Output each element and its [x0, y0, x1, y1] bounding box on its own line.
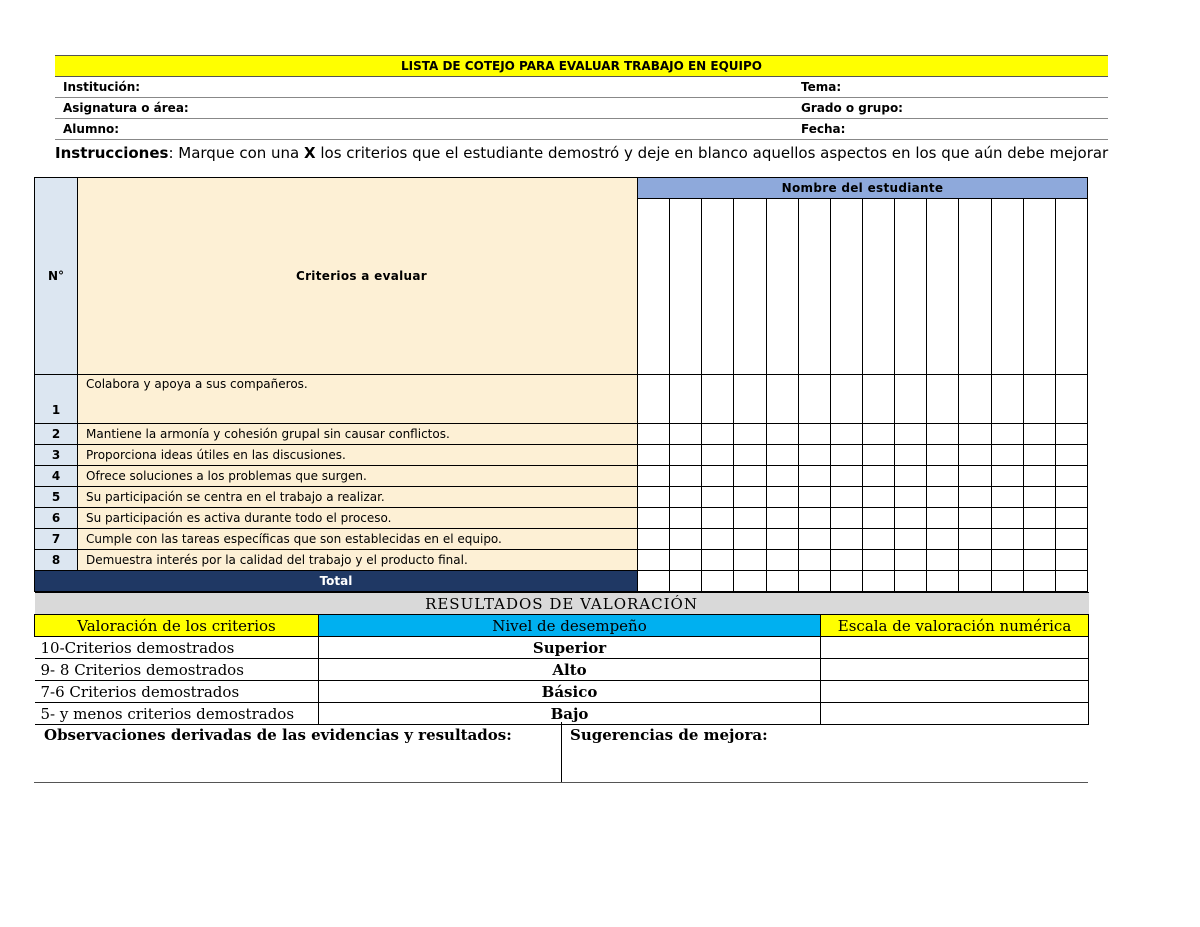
check-cell[interactable] — [1023, 487, 1055, 508]
student-name-cell[interactable] — [991, 199, 1023, 375]
criteria-row — [35, 375, 1088, 424]
check-cell[interactable] — [670, 508, 702, 529]
check-cell[interactable] — [766, 529, 798, 550]
check-cell[interactable] — [670, 529, 702, 550]
student-name-cell[interactable] — [734, 199, 766, 375]
check-cell[interactable] — [991, 550, 1023, 571]
check-cell[interactable] — [830, 375, 862, 424]
student-name-cell[interactable] — [638, 199, 670, 375]
criteria-row — [35, 487, 1088, 508]
check-cell[interactable] — [959, 529, 991, 550]
total-cell[interactable] — [1055, 571, 1087, 592]
results-level: Bajo — [319, 703, 821, 725]
criteria-text: Mantiene la armonía y cohesión grupal sin causar conflictos. — [78, 424, 638, 445]
student-name-cell[interactable] — [959, 199, 991, 375]
check-cell[interactable] — [895, 487, 927, 508]
check-cell[interactable] — [702, 550, 734, 571]
check-cell[interactable] — [862, 550, 894, 571]
check-cell[interactable] — [862, 487, 894, 508]
check-cell[interactable] — [895, 508, 927, 529]
document-header — [55, 55, 1108, 140]
student-name-cell[interactable] — [895, 199, 927, 375]
criteria-text: Su participación es activa durante todo el proceso. — [78, 508, 638, 529]
check-cell[interactable] — [1023, 375, 1055, 424]
check-cell[interactable] — [638, 508, 670, 529]
check-cell[interactable] — [1023, 445, 1055, 466]
check-cell[interactable] — [734, 508, 766, 529]
check-cell[interactable] — [830, 508, 862, 529]
check-cell[interactable] — [927, 550, 959, 571]
check-cell[interactable] — [862, 445, 894, 466]
results-row — [35, 659, 1089, 681]
student-name-cell[interactable] — [670, 199, 702, 375]
results-row — [35, 681, 1089, 703]
check-cell[interactable] — [798, 424, 830, 445]
student-name-cell[interactable] — [798, 199, 830, 375]
total-cell[interactable] — [1023, 571, 1055, 592]
check-cell[interactable] — [798, 550, 830, 571]
check-cell[interactable] — [766, 550, 798, 571]
results-row — [35, 637, 1089, 659]
instructions-text-1: : Marque con una — [168, 144, 305, 162]
check-cell[interactable] — [638, 424, 670, 445]
results-scale[interactable] — [821, 681, 1089, 703]
check-cell[interactable] — [670, 445, 702, 466]
check-cell[interactable] — [638, 550, 670, 571]
check-cell[interactable] — [638, 487, 670, 508]
check-cell[interactable] — [927, 375, 959, 424]
column-header-number: N° — [35, 178, 78, 375]
check-cell[interactable] — [862, 529, 894, 550]
check-cell[interactable] — [670, 424, 702, 445]
check-cell[interactable] — [766, 508, 798, 529]
suggestions-label: Sugerencias de mejora: — [570, 726, 768, 744]
check-cell[interactable] — [798, 508, 830, 529]
results-level: Superior — [319, 637, 821, 659]
check-cell[interactable] — [991, 424, 1023, 445]
check-cell[interactable] — [638, 445, 670, 466]
total-cell[interactable] — [895, 571, 927, 592]
results-table — [34, 592, 1089, 725]
student-name-cell[interactable] — [830, 199, 862, 375]
total-cell[interactable] — [927, 571, 959, 592]
tema-label: Tema: — [801, 80, 842, 94]
criteria-text: Su participación se centra en el trabajo a realizar. — [78, 487, 638, 508]
check-cell[interactable] — [798, 466, 830, 487]
check-cell[interactable] — [991, 375, 1023, 424]
check-cell[interactable] — [734, 529, 766, 550]
header-row-asignatura — [55, 98, 1108, 119]
student-name-cell[interactable] — [1055, 199, 1087, 375]
document-title: LISTA DE COTEJO PARA EVALUAR TRABAJO EN EQUIPO — [55, 55, 1108, 77]
check-cell[interactable] — [959, 445, 991, 466]
header-row-alumno — [55, 119, 1108, 140]
total-cell[interactable] — [991, 571, 1023, 592]
total-cell[interactable] — [766, 571, 798, 592]
check-cell[interactable] — [991, 487, 1023, 508]
check-cell[interactable] — [1023, 424, 1055, 445]
check-cell[interactable] — [959, 466, 991, 487]
check-cell[interactable] — [766, 487, 798, 508]
criteria-row — [35, 508, 1088, 529]
check-cell[interactable] — [895, 529, 927, 550]
observations-divider — [561, 722, 562, 782]
check-cell[interactable] — [830, 529, 862, 550]
criteria-number: 5 — [35, 487, 78, 508]
check-cell[interactable] — [895, 466, 927, 487]
check-cell[interactable] — [1055, 375, 1087, 424]
criteria-row — [35, 550, 1088, 571]
check-cell[interactable] — [895, 445, 927, 466]
instructions-label: Instrucciones — [55, 144, 169, 162]
check-cell[interactable] — [991, 445, 1023, 466]
criteria-row — [35, 445, 1088, 466]
check-cell[interactable] — [959, 508, 991, 529]
check-cell[interactable] — [702, 487, 734, 508]
student-name-cell[interactable] — [862, 199, 894, 375]
check-cell[interactable] — [702, 375, 734, 424]
student-name-cell[interactable] — [766, 199, 798, 375]
results-header-level: Nivel de desempeño — [319, 615, 821, 637]
criteria-number: 7 — [35, 529, 78, 550]
check-cell[interactable] — [830, 550, 862, 571]
check-cell[interactable] — [991, 466, 1023, 487]
asignatura-label: Asignatura o área: — [63, 101, 189, 115]
criteria-row — [35, 529, 1088, 550]
check-cell[interactable] — [927, 424, 959, 445]
criteria-text: Cumple con las tareas específicas que son establecidas en el equipo. — [78, 529, 638, 550]
grado-label: Grado o grupo: — [801, 101, 903, 115]
results-criteria: 10-Criterios demostrados — [35, 637, 319, 659]
results-title: RESULTADOS DE VALORACIÓN — [35, 593, 1089, 615]
check-cell[interactable] — [1023, 466, 1055, 487]
total-cell[interactable] — [702, 571, 734, 592]
check-cell[interactable] — [702, 466, 734, 487]
check-cell[interactable] — [670, 375, 702, 424]
check-cell[interactable] — [1055, 508, 1087, 529]
fecha-label: Fecha: — [801, 122, 846, 136]
header-row-institucion — [55, 77, 1108, 98]
criteria-number: 3 — [35, 445, 78, 466]
check-cell[interactable] — [862, 375, 894, 424]
total-cell[interactable] — [734, 571, 766, 592]
check-cell[interactable] — [959, 487, 991, 508]
check-cell[interactable] — [830, 424, 862, 445]
check-cell[interactable] — [670, 466, 702, 487]
check-cell[interactable] — [830, 445, 862, 466]
check-cell[interactable] — [927, 445, 959, 466]
check-cell[interactable] — [1023, 550, 1055, 571]
observations-label: Observaciones derivadas de las evidencias y resultados: — [44, 726, 512, 744]
check-cell[interactable] — [702, 445, 734, 466]
check-cell[interactable] — [1055, 445, 1087, 466]
check-cell[interactable] — [702, 508, 734, 529]
check-cell[interactable] — [1055, 487, 1087, 508]
criteria-number: 1 — [35, 375, 78, 424]
instructions-text-2: los criterios que el estudiante demostró y deje en blanco aquellos aspectos en los que aún debe mejorar — [315, 144, 1109, 162]
criteria-text: Ofrece soluciones a los problemas que surgen. — [78, 466, 638, 487]
check-cell[interactable] — [766, 424, 798, 445]
check-cell[interactable] — [734, 424, 766, 445]
results-title-row — [35, 593, 1089, 615]
check-cell[interactable] — [798, 445, 830, 466]
alumno-label: Alumno: — [63, 122, 120, 136]
check-cell[interactable] — [1055, 529, 1087, 550]
instructions — [55, 144, 1108, 162]
check-cell[interactable] — [959, 550, 991, 571]
total-cell[interactable] — [830, 571, 862, 592]
results-header-row — [35, 615, 1089, 637]
check-cell[interactable] — [798, 487, 830, 508]
check-cell[interactable] — [927, 508, 959, 529]
total-cell[interactable] — [638, 571, 670, 592]
criteria-text: Proporciona ideas útiles en las discusiones. — [78, 445, 638, 466]
check-cell[interactable] — [1055, 466, 1087, 487]
check-cell[interactable] — [895, 424, 927, 445]
check-cell[interactable] — [1023, 529, 1055, 550]
check-cell[interactable] — [798, 529, 830, 550]
results-header-criteria: Valoración de los criterios — [35, 615, 319, 637]
check-cell[interactable] — [862, 424, 894, 445]
criteria-text: Colabora y apoya a sus compañeros. — [78, 375, 638, 424]
criteria-row — [35, 424, 1088, 445]
check-cell[interactable] — [766, 445, 798, 466]
check-cell[interactable] — [959, 424, 991, 445]
criteria-text: Demuestra interés por la calidad del trabajo y el producto final. — [78, 550, 638, 571]
check-cell[interactable] — [927, 466, 959, 487]
checklist-table — [34, 177, 1088, 592]
total-cell[interactable] — [862, 571, 894, 592]
results-header-scale: Escala de valoración numérica — [821, 615, 1089, 637]
total-cell[interactable] — [798, 571, 830, 592]
check-cell[interactable] — [734, 375, 766, 424]
check-cell[interactable] — [895, 550, 927, 571]
check-cell[interactable] — [798, 375, 830, 424]
check-cell[interactable] — [734, 487, 766, 508]
results-level: Alto — [319, 659, 821, 681]
instructions-mark: X — [304, 144, 316, 162]
results-criteria: 7-6 Criterios demostrados — [35, 681, 319, 703]
check-cell[interactable] — [830, 487, 862, 508]
check-cell[interactable] — [991, 508, 1023, 529]
check-cell[interactable] — [734, 550, 766, 571]
check-cell[interactable] — [959, 375, 991, 424]
check-cell[interactable] — [895, 375, 927, 424]
total-cell[interactable] — [670, 571, 702, 592]
check-cell[interactable] — [670, 487, 702, 508]
results-scale[interactable] — [821, 659, 1089, 681]
check-cell[interactable] — [927, 487, 959, 508]
check-cell[interactable] — [670, 550, 702, 571]
criteria-number: 2 — [35, 424, 78, 445]
criteria-row — [35, 466, 1088, 487]
check-cell[interactable] — [702, 424, 734, 445]
column-header-criteria: Criterios a evaluar — [78, 178, 638, 375]
total-cell[interactable] — [959, 571, 991, 592]
checklist-header-row — [35, 178, 1088, 199]
check-cell[interactable] — [734, 466, 766, 487]
check-cell[interactable] — [830, 466, 862, 487]
check-cell[interactable] — [862, 466, 894, 487]
check-cell[interactable] — [1055, 550, 1087, 571]
check-cell[interactable] — [702, 529, 734, 550]
check-cell[interactable] — [991, 529, 1023, 550]
results-criteria: 5- y menos criterios demostrados — [35, 703, 319, 725]
criteria-number: 6 — [35, 508, 78, 529]
student-name-cell[interactable] — [702, 199, 734, 375]
total-row — [35, 571, 1088, 592]
check-cell[interactable] — [638, 529, 670, 550]
check-cell[interactable] — [1023, 508, 1055, 529]
check-cell[interactable] — [638, 375, 670, 424]
check-cell[interactable] — [1055, 424, 1087, 445]
results-scale[interactable] — [821, 637, 1089, 659]
student-name-cell[interactable] — [1023, 199, 1055, 375]
check-cell[interactable] — [766, 375, 798, 424]
check-cell[interactable] — [766, 466, 798, 487]
check-cell[interactable] — [927, 529, 959, 550]
student-name-cell[interactable] — [927, 199, 959, 375]
check-cell[interactable] — [734, 445, 766, 466]
check-cell[interactable] — [862, 508, 894, 529]
institucion-label: Institución: — [63, 80, 141, 94]
results-level: Básico — [319, 681, 821, 703]
check-cell[interactable] — [638, 466, 670, 487]
column-header-student-name: Nombre del estudiante — [638, 178, 1088, 199]
criteria-number: 4 — [35, 466, 78, 487]
results-criteria: 9- 8 Criterios demostrados — [35, 659, 319, 681]
total-label: Total — [35, 571, 638, 592]
observations-section — [34, 722, 1088, 783]
criteria-number: 8 — [35, 550, 78, 571]
